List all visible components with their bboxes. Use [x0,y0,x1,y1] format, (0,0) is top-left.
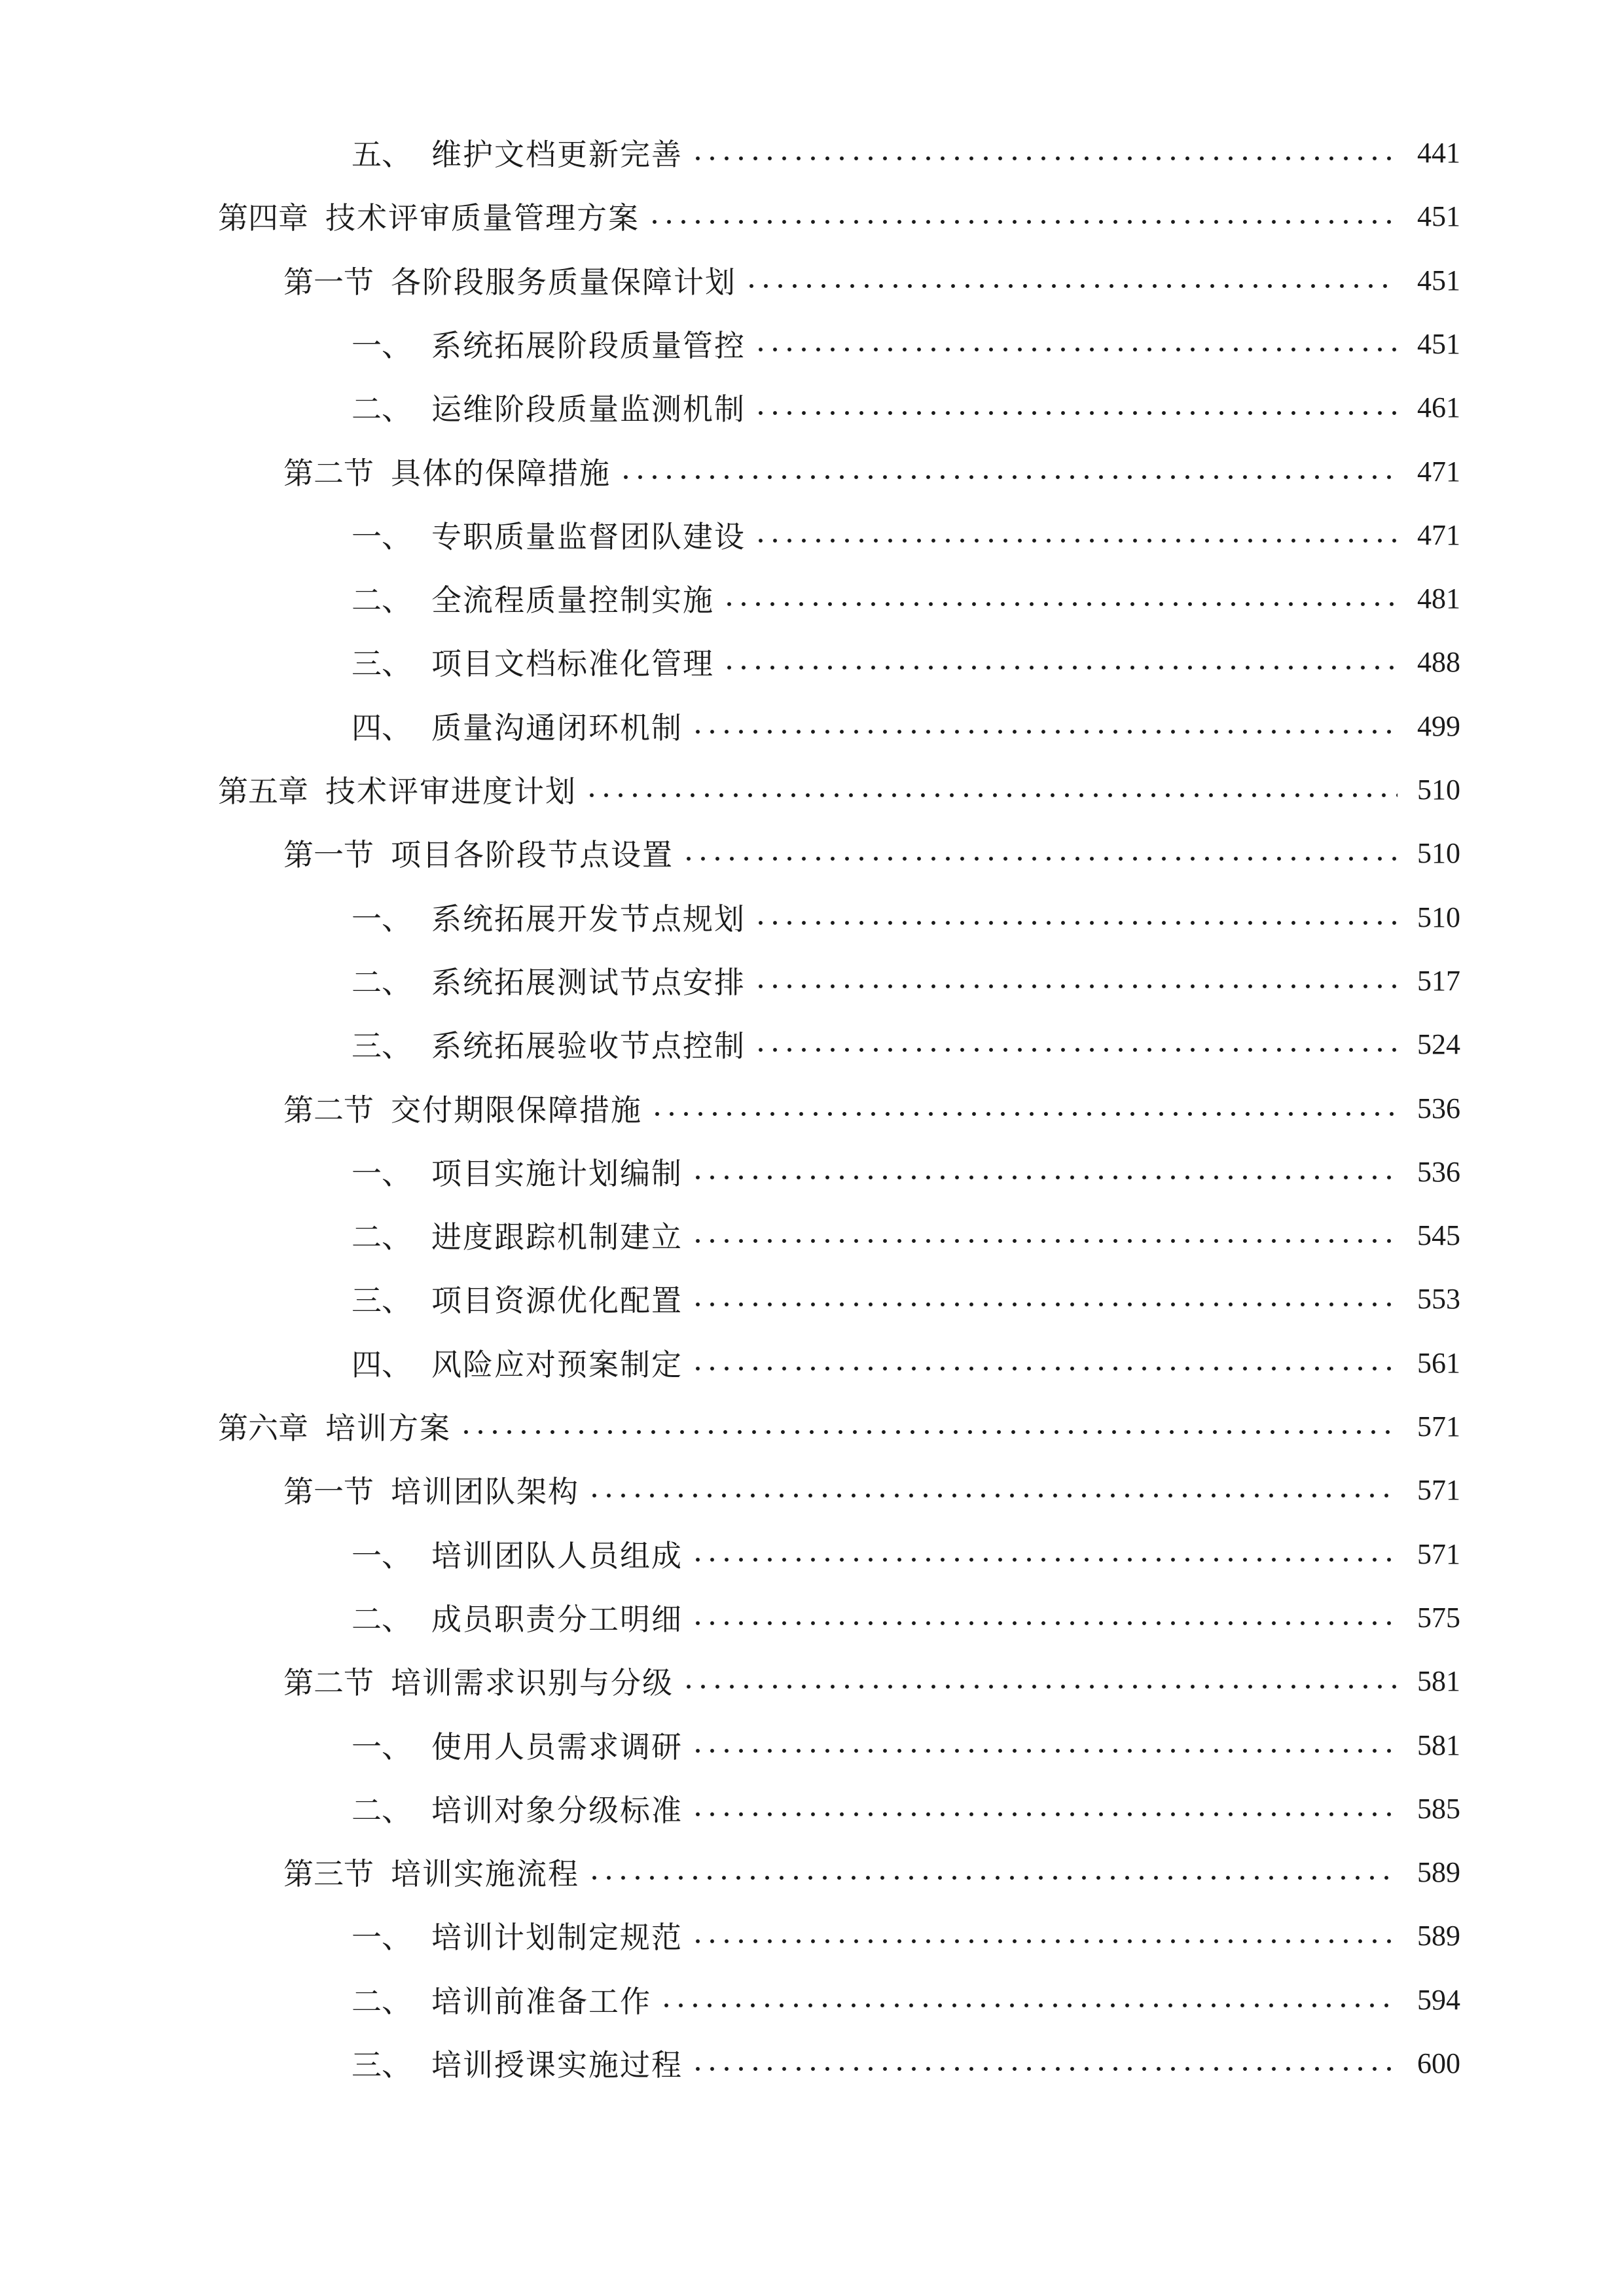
dot-leader [650,1111,1398,1117]
toc-entry-number: 二、 [352,1793,412,1828]
toc-entry-number: 第三节 [283,1856,374,1892]
dot-leader [691,1175,1398,1180]
toc-chapter-entry[interactable] [218,193,1460,239]
dot-leader [722,665,1398,670]
dot-leader [691,1812,1398,1817]
toc-entry-page-number: 510 [1417,773,1460,806]
toc-entry-page-number: 524 [1417,1028,1460,1060]
toc-entry-title: 项目各阶段节点设置 [391,837,674,872]
toc-subsection-entry[interactable] [352,512,1460,558]
toc-entry-title: 培训实施流程 [391,1856,579,1892]
toc-entry-title: 技术评审进度计划 [325,774,577,809]
toc-entry-title: 系统拓展开发节点规划 [431,901,746,937]
toc-entry-number: 第二节 [283,1092,374,1128]
toc-entry-title: 各阶段服务质量保障计划 [391,264,736,300]
toc-entry-title: 培训方案 [325,1410,451,1446]
toc-subsection-entry[interactable] [352,1722,1460,1768]
toc-entry-number: 第二节 [283,456,374,491]
toc-entry-title: 项目实施计划编制 [431,1156,683,1191]
toc-entry-title: 全流程质量控制实施 [431,583,714,618]
dot-leader [691,1939,1398,1944]
toc-entry-page-number: 451 [1417,327,1460,360]
dot-leader [647,219,1398,224]
toc-entry-title: 系统拓展验收节点控制 [431,1028,746,1064]
toc-entry-title: 专职质量监督团队建设 [431,519,746,554]
toc-entry-number: 第五章 [218,774,308,809]
dot-leader [691,1366,1398,1371]
toc-entry-number: 二、 [352,1219,412,1255]
dot-leader [681,856,1398,861]
toc-entry-number: 一、 [352,1156,412,1191]
toc-subsection-entry[interactable] [352,130,1460,175]
toc-entry-title: 培训计划制定规范 [431,1920,683,1955]
toc-entry-number: 二、 [352,965,412,1000]
toc-entry-page-number: 488 [1417,645,1460,678]
toc-entry-page-number: 510 [1417,836,1460,869]
toc-entry-page-number: 461 [1417,391,1460,423]
toc-section-entry[interactable] [283,257,1460,303]
toc-entry-title: 质量沟通闭环机制 [431,710,683,745]
toc-entry-number: 一、 [352,328,412,363]
dot-leader [691,1238,1398,1244]
toc-entry-page-number: 589 [1417,1919,1460,1952]
toc-subsection-entry[interactable] [352,1021,1460,1067]
dot-leader [681,1684,1398,1689]
toc-entry-page-number: 571 [1417,1537,1460,1570]
toc-chapter-entry[interactable] [218,1403,1460,1449]
toc-entry-title: 项目文档标准化管理 [431,646,714,681]
toc-entry-page-number: 575 [1417,1601,1460,1634]
toc-entry-number: 二、 [352,583,412,618]
toc-subsection-entry[interactable] [352,384,1460,430]
toc-entry-page-number: 481 [1417,582,1460,615]
toc-section-entry[interactable] [283,1085,1460,1131]
toc-entry-title: 系统拓展测试节点安排 [431,965,746,1000]
toc-subsection-entry[interactable] [352,703,1460,749]
dot-leader [753,920,1398,925]
toc-entry-number: 一、 [352,1538,412,1573]
toc-subsection-entry[interactable] [352,1531,1460,1577]
toc-entry-title: 进度跟踪机制建立 [431,1219,683,1255]
toc-entry-title: 培训前准备工作 [431,1984,651,2019]
toc-entry-page-number: 553 [1417,1282,1460,1315]
toc-entry-title: 技术评审质量管理方案 [325,200,640,236]
toc-entry-title: 培训团队架构 [391,1474,579,1509]
toc-subsection-entry[interactable] [352,1149,1460,1194]
toc-entry-number: 二、 [352,1602,412,1637]
toc-entry-number: 二、 [352,1984,412,2019]
toc-subsection-entry[interactable] [352,639,1460,685]
toc-entry-number: 一、 [352,519,412,554]
toc-entry-title: 系统拓展阶段质量管控 [431,328,746,363]
toc-section-entry[interactable] [283,1467,1460,1513]
toc-entry-number: 五、 [352,137,412,172]
dot-leader [753,984,1398,989]
toc-entry-page-number: 510 [1417,901,1460,933]
toc-subsection-entry[interactable] [352,321,1460,367]
dot-leader [691,1557,1398,1562]
toc-entry-title: 培训团队人员组成 [431,1538,683,1573]
toc-section-entry[interactable] [283,1849,1460,1895]
dot-leader [753,1047,1398,1052]
dot-leader [744,283,1398,289]
toc-chapter-entry[interactable] [218,766,1460,812]
toc-entry-page-number: 600 [1417,2047,1460,2079]
toc-section-entry[interactable] [283,830,1460,876]
toc-entry-number: 三、 [352,646,412,681]
toc-entry-number: 四、 [352,1347,412,1382]
toc-subsection-entry[interactable] [352,1912,1460,1958]
toc-entry-title: 交付期限保障措施 [391,1092,642,1128]
toc-subsection-entry[interactable] [352,958,1460,1003]
toc-entry-page-number: 499 [1417,709,1460,742]
dot-leader [691,1621,1398,1626]
dot-leader [659,2003,1398,2008]
toc-entry-number: 第一节 [283,837,374,872]
toc-subsection-entry[interactable] [352,575,1460,621]
toc-entry-page-number: 545 [1417,1219,1460,1251]
toc-entry-number: 第六章 [218,1410,308,1446]
dot-leader [753,538,1398,543]
dot-leader [691,729,1398,734]
toc-entry-page-number: 536 [1417,1155,1460,1188]
toc-entry-title: 风险应对预案制定 [431,1347,683,1382]
toc-entry-title: 培训对象分级标准 [431,1793,683,1828]
toc-entry-page-number: 585 [1417,1792,1460,1825]
toc-entry-page-number: 561 [1417,1346,1460,1379]
toc-entry-page-number: 451 [1417,264,1460,296]
toc-entry-title: 项目资源优化配置 [431,1283,683,1318]
toc-entry-number: 第二节 [283,1665,374,1700]
toc-entry-number: 三、 [352,1283,412,1318]
toc-entry-page-number: 451 [1417,200,1460,232]
toc-subsection-entry[interactable] [352,1977,1460,2022]
dot-leader [459,1429,1398,1435]
toc-subsection-entry[interactable] [352,1276,1460,1321]
toc-entry-number: 二、 [352,391,412,427]
toc-entry-page-number: 571 [1417,1473,1460,1506]
toc-entry-page-number: 571 [1417,1410,1460,1443]
toc-subsection-entry[interactable] [352,1212,1460,1258]
toc-entry-page-number: 441 [1417,136,1460,169]
toc-entry-page-number: 471 [1417,455,1460,488]
toc-subsection-entry[interactable] [352,1340,1460,1386]
toc-entry-title: 使用人员需求调研 [431,1729,683,1765]
toc-subsection-entry[interactable] [352,1594,1460,1640]
toc-entry-number: 第一节 [283,1474,374,1509]
dot-leader [585,793,1398,798]
toc-entry-number: 第四章 [218,200,308,236]
dot-leader [753,347,1398,352]
toc-entry-page-number: 517 [1417,964,1460,997]
toc-entry-title: 具体的保障措施 [391,456,611,491]
dot-leader [587,1493,1398,1498]
toc-entry-title: 培训授课实施过程 [431,2047,683,2083]
toc-section-entry[interactable] [283,448,1460,494]
toc-entry-number: 一、 [352,1920,412,1955]
dot-leader [691,2066,1398,2072]
toc-entry-page-number: 536 [1417,1092,1460,1124]
toc-entry-number: 一、 [352,901,412,937]
dot-leader [691,1302,1398,1307]
dot-leader [722,601,1398,607]
dot-leader [587,1875,1398,1880]
toc-section-entry[interactable] [283,1658,1460,1704]
toc-entry-page-number: 594 [1417,1983,1460,2016]
toc-entry-page-number: 581 [1417,1729,1460,1761]
dot-leader [691,1748,1398,1753]
toc-entry-number: 四、 [352,710,412,745]
toc-entry-title: 培训需求识别与分级 [391,1665,674,1700]
toc-entry-number: 一、 [352,1729,412,1765]
toc-entry-page-number: 471 [1417,518,1460,551]
dot-leader [691,156,1398,161]
toc-entry-title: 维护文档更新完善 [431,137,683,172]
toc-subsection-entry[interactable] [352,1785,1460,1831]
toc-entry-number: 第一节 [283,264,374,300]
dot-leader [619,475,1398,480]
toc-entry-number: 三、 [352,1028,412,1064]
toc-entry-number: 三、 [352,2047,412,2083]
dot-leader [753,410,1398,416]
toc-entry-page-number: 581 [1417,1664,1460,1697]
toc-entry-page-number: 589 [1417,1856,1460,1888]
toc-entry-title: 运维阶段质量监测机制 [431,391,746,427]
toc-entry-title: 成员职责分工明细 [431,1602,683,1637]
toc-subsection-entry[interactable] [352,2040,1460,2086]
toc-subsection-entry[interactable] [352,894,1460,940]
